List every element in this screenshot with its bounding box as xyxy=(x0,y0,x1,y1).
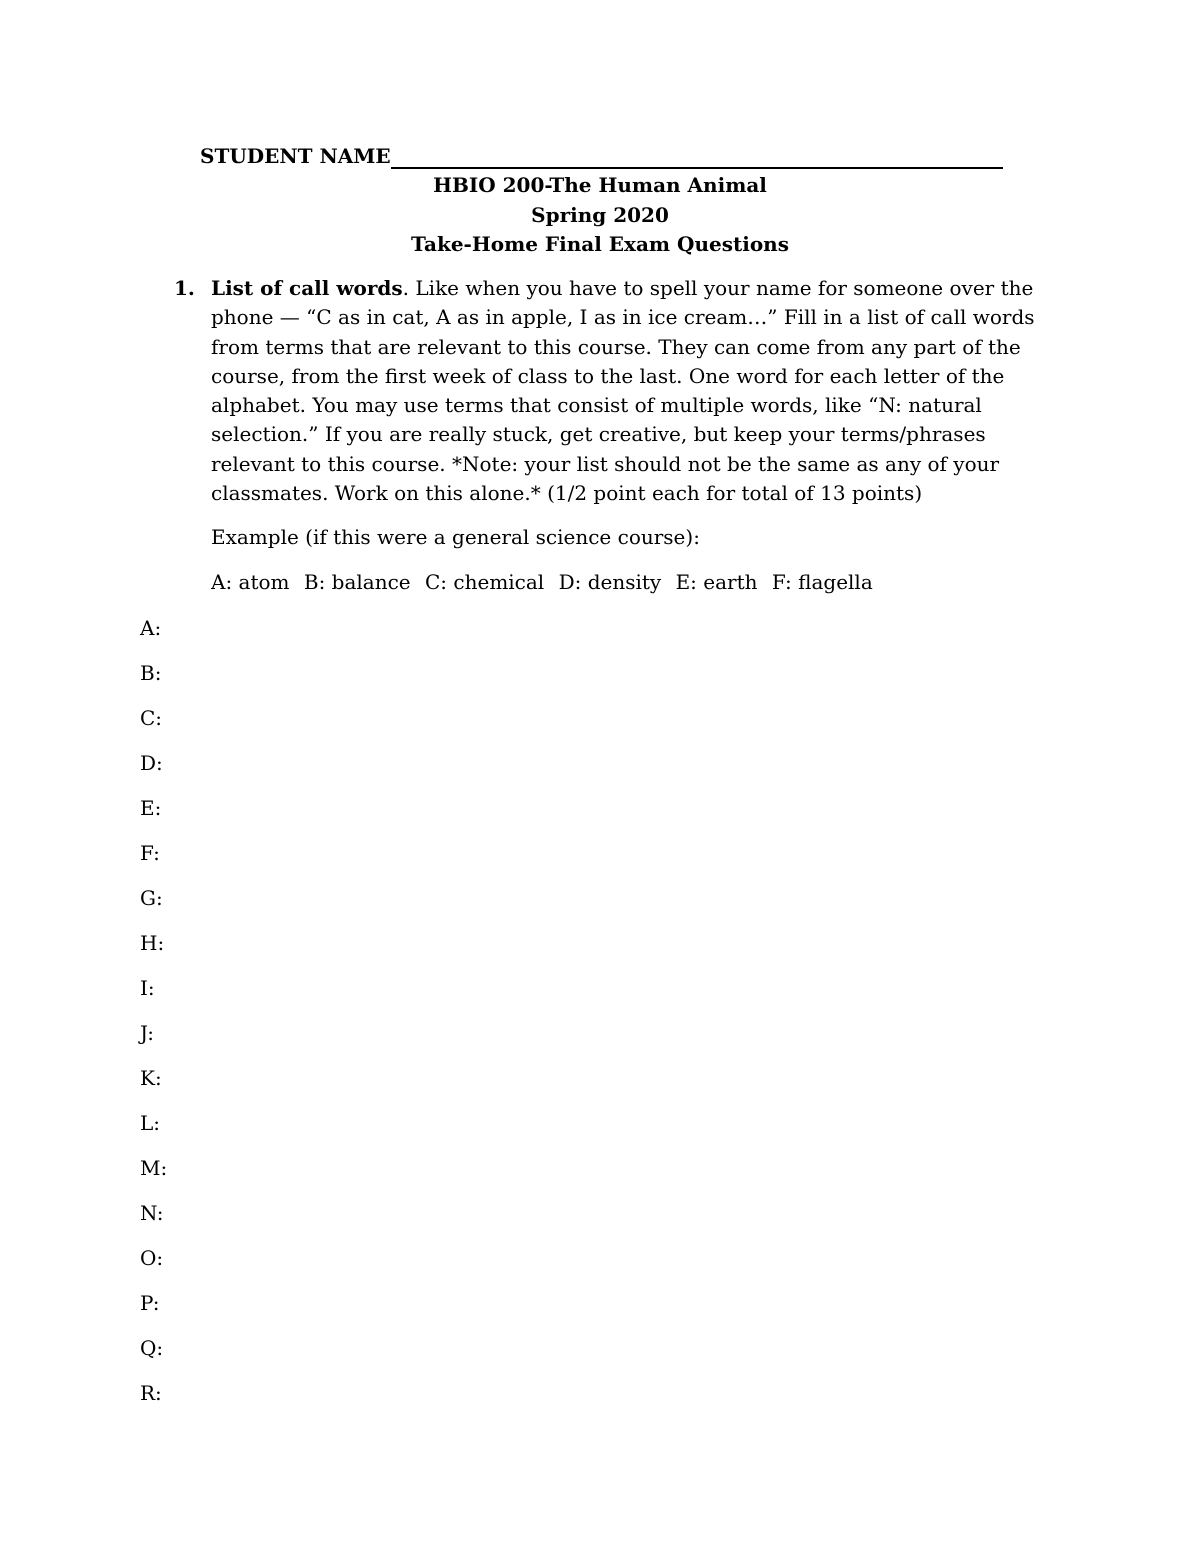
answer-letter: A: xyxy=(140,616,162,640)
course-title: HBIO 200-The Human Animal xyxy=(433,173,767,197)
question-number: 1. xyxy=(174,276,195,300)
answer-letter: G: xyxy=(140,886,163,910)
answer-letter: K: xyxy=(140,1066,162,1090)
answer-letter: R: xyxy=(140,1381,162,1405)
exam-title: Take-Home Final Exam Questions xyxy=(411,232,789,256)
answer-letter: I: xyxy=(140,976,155,1000)
term-title: Spring 2020 xyxy=(531,202,669,227)
answer-letter-list xyxy=(140,614,167,1424)
answer-letter: B: xyxy=(140,661,162,685)
example-item: B: balance xyxy=(303,570,411,594)
answer-letter: D: xyxy=(140,751,163,775)
example-item: A: atom xyxy=(211,570,290,594)
example-item: D: density xyxy=(558,570,662,594)
student-name-line xyxy=(200,143,1003,169)
answer-letter: F: xyxy=(140,841,160,865)
answer-letter: C: xyxy=(140,706,163,730)
answer-letter: P: xyxy=(140,1291,160,1315)
answer-letter: Q: xyxy=(140,1336,164,1360)
example-item: C: chemical xyxy=(425,570,545,594)
question-body: . Like when you have to spell your name for someone over the phone — “C as in cat, A as in apple, I as in ice cream…” Fill in a list of call words from terms that are relevant to this course. They can come from any part of the course, from the first week of class to the last. One word for each letter of the alphabet. You may use terms that consist of multiple words, like “N: natural selection.” If you are really stuck, get creative, but keep your terms/phrases relevant to this course. *Note: your list should not be the same as any of your classmates. Work on this alone.* (1/2 point each for total of 13 points) xyxy=(211,276,1035,506)
answer-letter: M: xyxy=(140,1156,168,1180)
answer-letter: H: xyxy=(140,931,165,955)
example-items xyxy=(211,568,881,597)
answer-letter: L: xyxy=(140,1111,161,1135)
example-item: F: flagella xyxy=(771,570,873,594)
example-item: E: earth xyxy=(675,570,758,594)
answer-letter: O: xyxy=(140,1246,164,1270)
question-text xyxy=(211,274,1061,508)
answer-letter: N: xyxy=(140,1201,164,1225)
exam-header xyxy=(0,171,1200,260)
example-intro: Example (if this were a general science course): xyxy=(211,525,700,549)
question-lead: List of call words xyxy=(211,276,403,300)
answer-letter: E: xyxy=(140,796,162,820)
student-name-label: STUDENT NAME xyxy=(200,144,391,168)
student-name-blank xyxy=(391,146,1003,169)
answer-letter: J: xyxy=(140,1021,154,1045)
question-1 xyxy=(174,274,1074,508)
